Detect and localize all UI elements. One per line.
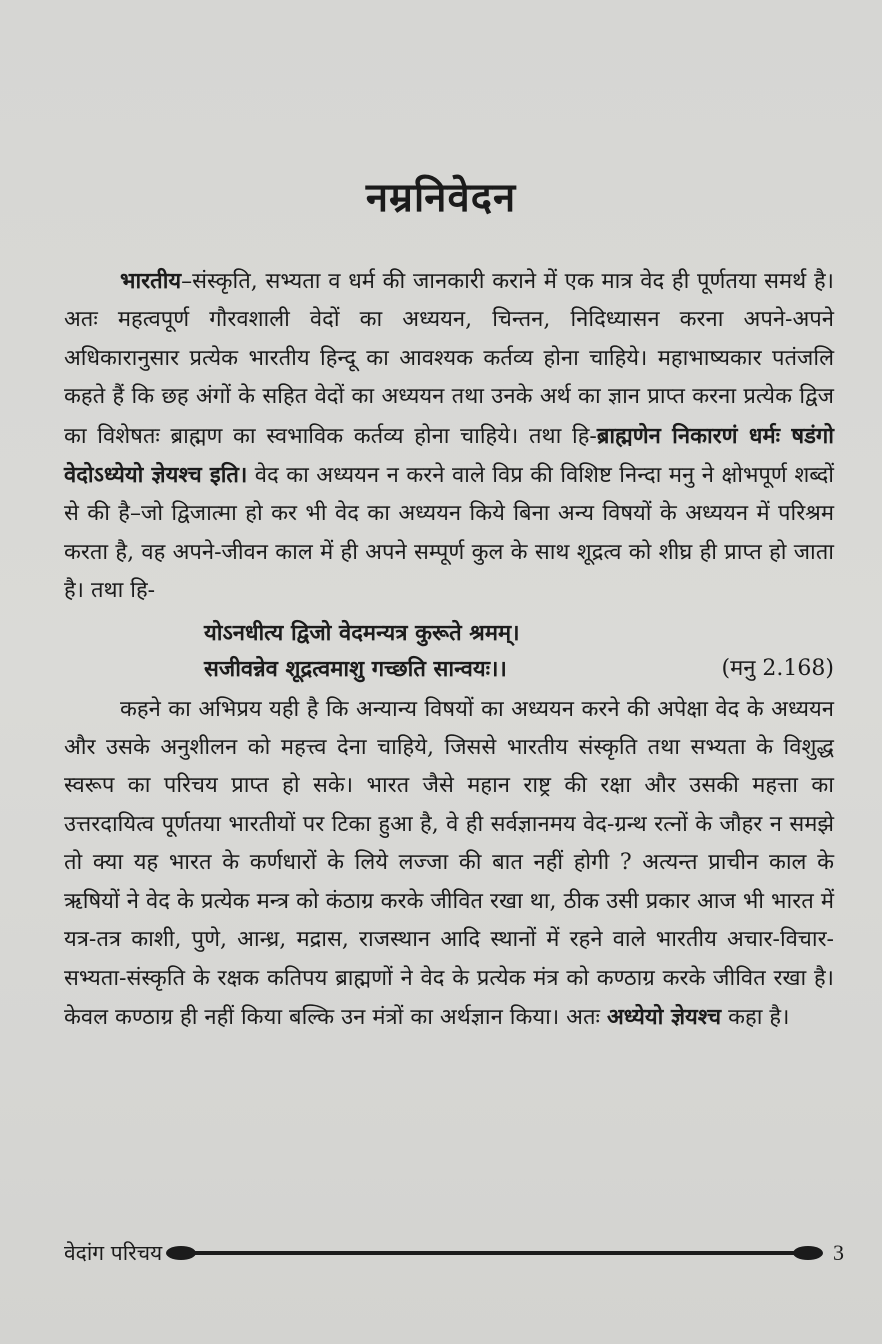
verse-line-2: सजीवन्नेव शूद्रत्वमाशु गच्छति सान्वयः।।	[204, 655, 507, 682]
page-title: नम्रनिवेदन	[365, 174, 517, 221]
paragraph-1-text-continued: वेद का अध्ययन न करने वाले विप्र की विशिष्ट निन्दा मनु ने क्षोभपूर्ण शब्दों से की है–जो द्विजात्मा हो कर भी वेद का अध्ययन किये बिना अन्य विषयों के अध्ययन में परिश्रम करता है, वह अपने-जीवन काल में ही अपने सम्पूर्ण कुल के साथ शूद्रत्व को शीघ्र ही प्राप्त हो जाता है। तथा हि-	[64, 463, 834, 604]
paragraph-2-quote: अध्येयो ज्ञेयश्च	[606, 1003, 722, 1030]
footer-book-title: वेदांग परिचय	[64, 1241, 163, 1265]
paragraph-2-text-continued: कहा है।	[721, 1004, 790, 1030]
verse-line-1: योऽनधीत्य द्विजो वेदमन्यत्र कुरूते श्रमम्।	[204, 619, 520, 646]
paragraph-1	[64, 262, 834, 611]
page-number: 3	[833, 1240, 844, 1265]
paragraph-1-text: –संस्कृति, सभ्यता व धर्म की जानकारी कराने में एक मात्र वेद ही पूर्णतया समर्थ है। अतः महत्वपूर्ण गौरवशाली वेदों का अध्ययन, चिन्तन, निदिध्यासन करना अपने-अपने अधिकारानुसार प्रत्येक भारतीय हिन्दू का आवश्यक कर्तव्य होना चाहिये। महाभाष्यकार पतंजलि कहते हैं कि छह अंगों के सहित वेदों का अध्ययन तथा उनके अर्थ का ज्ञान प्राप्त करना प्रत्येक द्विज का विशेषतः ब्राह्मण का स्वभाविक कर्तव्य होना चाहिये। तथा हि-	[64, 269, 834, 449]
paragraph-2-text: कहने का अभिप्रय यही है कि अन्यान्य विषयों का अध्ययन करने की अपेक्षा वेद के अध्ययन और उसके अनुशीलन को महत्त्व देना चाहिये, जिससे भारतीय संस्कृति तथा सभ्यता के विशुद्ध स्वरूप का परिचय प्राप्त हो सके। भारत जैसे महान राष्ट्र की रक्षा और उसकी महत्ता का उत्तरदायित्व पूर्णतया भारतीयों पर टिका हुआ है, वे ही सर्वज्ञानमय वेद-ग्रन्थ रत्नों के जौहर न समझे तो क्या यह भारत के कर्णधारों के लिये लज्जा की बात नहीं होगी ? अत्यन्त प्राचीन काल के ऋषियों ने वेद के प्रत्येक मन्त्र को कंठाग्र करके जीवित रखा था, ठीक उसी प्रकार आज भी भारत में यत्र-तत्र काशी, पुणे, आन्ध्र, मद्रास, राजस्थान आदि स्थानों में रहने वाले भारतीय अचार-विचार-सभ्यता-संस्कृति के रक्षक कतिपय ब्राह्मणों ने वेद के प्रत्येक मंत्र को कण्ठाग्र करके जीवित रखा है। केवल कण्ठाग्र ही नहीं किया बल्कि उन मंत्रों का अर्थज्ञान किया। अतः	[64, 696, 834, 1030]
paragraph-1-lead: भारतीय	[120, 268, 182, 294]
page-footer	[64, 1236, 844, 1270]
verse-reference: (मनु 2.168)	[721, 655, 834, 681]
footer-decorative-rule	[170, 1251, 819, 1255]
verse-block	[204, 615, 834, 687]
paragraph-1-quote: ब्राह्मणेन निकारणं धर्मः षडंगो वेदोऽध्येयो ज्ञेयश्च इति।	[64, 422, 834, 489]
page-body	[64, 262, 834, 1037]
paragraph-2	[64, 691, 834, 1038]
